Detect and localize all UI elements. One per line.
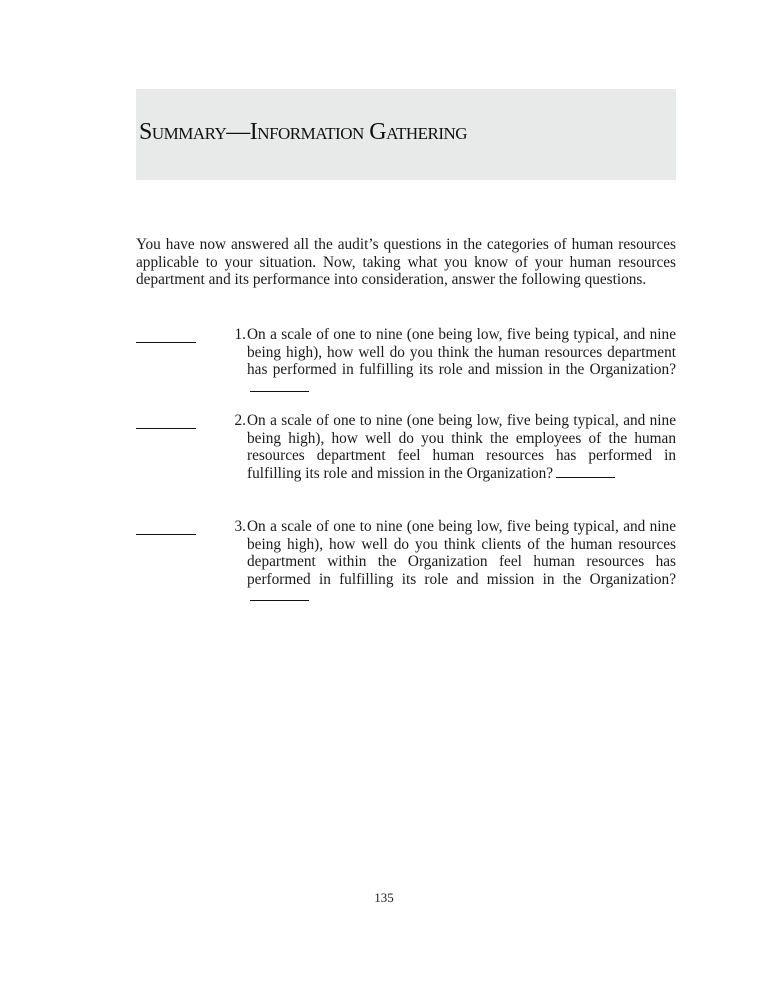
answer-blank-3[interactable] xyxy=(136,534,196,535)
question-text-1 xyxy=(247,326,676,396)
answer-blank-2[interactable] xyxy=(136,428,196,429)
section-header-band xyxy=(136,89,676,180)
rating-blank-2[interactable] xyxy=(556,465,615,478)
page-number: 135 xyxy=(374,890,394,905)
intro-paragraph: You have now answered all the audit’s questions in the categories of human resources applicable to your situation. Now, taking what you know of your human resources department and its performance into consideration, answer the following questions. xyxy=(136,236,676,289)
question-number-1: 1. xyxy=(234,326,246,343)
answer-blank-1[interactable] xyxy=(136,342,196,343)
question-number-2: 2. xyxy=(234,412,246,429)
rating-blank-3[interactable] xyxy=(250,588,309,601)
page-title: Summary—Information Gathering xyxy=(139,119,468,145)
rating-blank-1[interactable] xyxy=(250,379,309,392)
question-body-3: On a scale of one to nine (one being low, five being typical, and nine being high), how well do you think clients of the human resources department within the Organization feel human resources has performed in fulfilling its role and mission in the Organization? xyxy=(247,518,676,588)
question-text-3 xyxy=(247,518,676,606)
question-body-2: On a scale of one to nine (one being low, five being typical, and nine being high), how well do you think the employees of the human resources department feel human resources has performed in fulfilling its role and mission in the Organization? xyxy=(247,412,676,482)
question-body-1: On a scale of one to nine (one being low, five being typical, and nine being high), how well do you think the human resources department has performed in fulfilling its role and mission in the Organization? xyxy=(247,326,676,379)
question-number-3: 3. xyxy=(234,518,246,535)
question-text-2 xyxy=(247,412,676,482)
